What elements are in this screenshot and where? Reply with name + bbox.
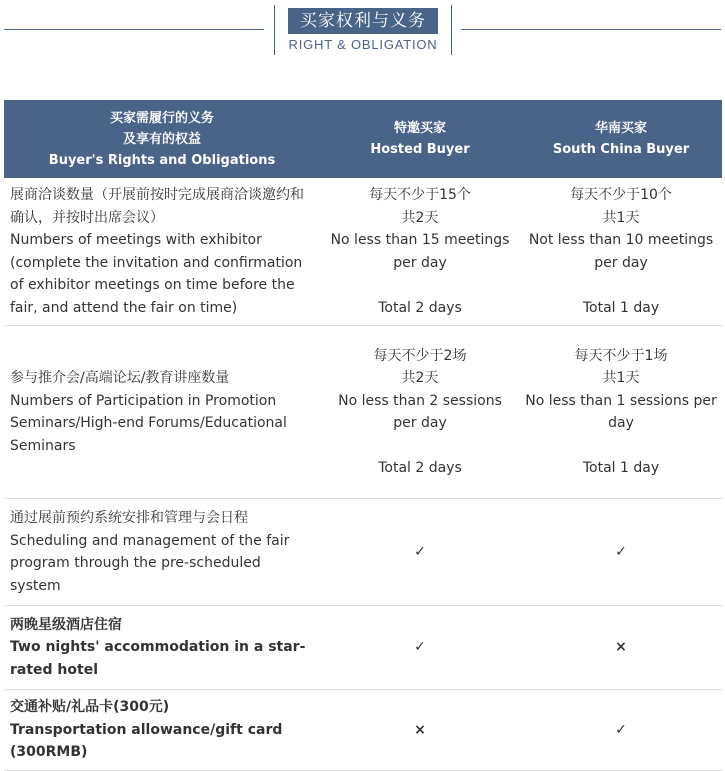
hosted-value-en-1: No less than 2 sessions per day	[338, 392, 502, 431]
row-label-en: Numbers of Participation in Promotion Seminars/High-end Forums/Educational Seminars	[10, 392, 287, 454]
hosted-value-cn-2: 共2天	[401, 370, 439, 386]
table-row-transportation	[4, 690, 722, 771]
header-hosted-buyer	[320, 100, 520, 178]
south-china-buyer-cell	[520, 178, 722, 326]
hosted-buyer-cell	[320, 326, 520, 499]
hosted-value-cn-1: 每天不少于2场	[373, 347, 467, 364]
row-label-cell	[4, 326, 320, 499]
hosted-value-cn-2: 共2天	[401, 209, 439, 226]
hosted-value-en-2: Total 2 days	[378, 460, 462, 476]
row-label-cn: 通过展前预约系统安排和管理与会日程	[10, 510, 248, 526]
title-frame	[274, 5, 452, 55]
header-col3-cn: 华南买家	[594, 121, 647, 136]
table-row-scheduling	[4, 499, 722, 606]
south-value-en-2: Total 1 day	[582, 299, 660, 316]
header-col2-en: Hosted Buyer	[370, 142, 470, 157]
check-icon: ✓	[615, 543, 627, 560]
hosted-value-cn-1: 每天不少于15个	[369, 187, 471, 203]
south-china-buyer-cell	[520, 690, 722, 771]
south-value-en-1: Not less than 10 meetings per day	[528, 232, 714, 271]
row-label-cn: 参与推介会/高端论坛/教育讲座数量	[10, 370, 230, 386]
south-china-buyer-cell	[520, 326, 722, 499]
row-label-en: Transportation allowance/gift card (300RMB)	[10, 721, 283, 761]
south-value-en-1: No less than 1 sessions per day	[525, 392, 717, 431]
hosted-buyer-cell	[320, 499, 520, 606]
south-value-cn-1: 每天不少于1场	[574, 347, 668, 364]
header-rights-obligations	[4, 100, 320, 178]
south-value-cn-2: 共1天	[602, 209, 640, 226]
row-label-cn: 交通补贴/礼品卡(300元)	[10, 699, 170, 716]
south-china-buyer-cell	[520, 606, 722, 690]
hosted-buyer-cell	[320, 690, 520, 771]
hosted-buyer-cell	[320, 178, 520, 326]
south-value-cn-1: 每天不少于10个	[570, 187, 672, 203]
header-col3-en: South China Buyer	[552, 142, 690, 157]
check-icon: ✓	[414, 639, 426, 656]
table-row-hotel	[4, 606, 722, 690]
check-icon: ✓	[414, 543, 426, 560]
section-header	[0, 0, 725, 100]
header-col1-cn-line1: 买家需履行的义务	[109, 110, 214, 126]
cross-icon: ×	[615, 639, 627, 656]
row-label-cell	[4, 690, 320, 771]
rights-table	[4, 100, 722, 771]
row-label-cell	[4, 499, 320, 606]
header-col1-cn-line2: 及享有的权益	[122, 131, 201, 147]
header-south-china-buyer	[520, 100, 722, 178]
table-row-meetings	[4, 178, 722, 326]
hosted-buyer-cell	[320, 606, 520, 690]
header-col1-en: Buyer's Rights and Obligations	[48, 152, 276, 168]
row-label-cell	[4, 178, 320, 326]
section-title-en: RIGHT & OBLIGATION	[288, 37, 438, 52]
row-label-en: Numbers of meetings with exhibitor (complete the invitation and confirmation of exhibitor meetings on time before the fair, and attend the fair on time)	[10, 232, 303, 316]
south-china-buyer-cell	[520, 499, 722, 606]
header-rule-left	[4, 29, 264, 30]
table-header-row	[4, 100, 722, 178]
south-value-en-2: Total 1 day	[582, 460, 660, 476]
row-label-cn: 展商洽谈数量（开展前按时完成展商洽谈邀约和确认，并按时出席会议）	[10, 187, 304, 226]
check-icon: ✓	[615, 721, 627, 738]
hosted-value-en-1: No less than 15 meetings per day	[330, 232, 510, 271]
header-rule-right	[461, 29, 721, 30]
header-col2-cn: 特邀买家	[393, 121, 446, 136]
hosted-value-en-2: Total 2 days	[378, 299, 462, 316]
row-label-en: Two nights' accommodation in a star-rated hotel	[10, 639, 306, 678]
south-value-cn-2: 共1天	[602, 370, 640, 386]
row-label-cell	[4, 606, 320, 690]
table-row-seminars	[4, 326, 722, 499]
row-label-en: Scheduling and management of the fair program through the pre-scheduled system	[10, 532, 290, 594]
row-label-cn: 两晚星级酒店住宿	[10, 616, 122, 633]
section-title-cn: 买家权利与义务	[288, 8, 438, 34]
cross-icon: ×	[414, 721, 426, 738]
